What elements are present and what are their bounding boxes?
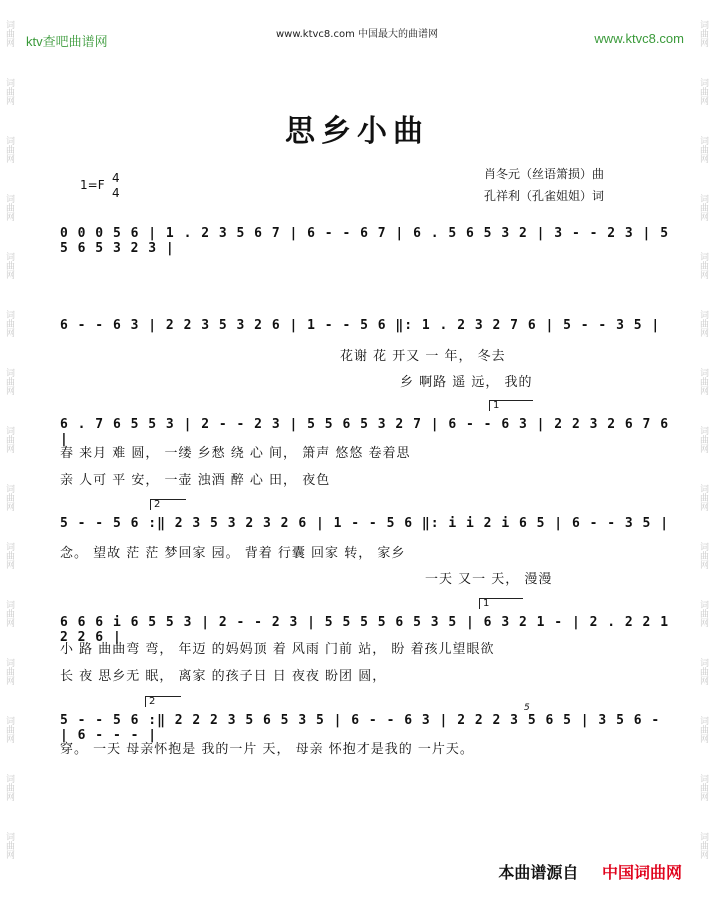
score-line-5: 6 6 6 i 6 5 5 3 | 2 - - 2 3 | 5 5 5 5 6 5 3 5 | 6 3 2 1 - | 2 . 2 2 1 2 2 6 |	[60, 615, 670, 645]
watermark-text: 词曲网	[4, 310, 14, 337]
watermark-text: 词曲网	[698, 832, 708, 859]
watermark-text: 词曲网	[4, 542, 14, 569]
watermark-text: 词曲网	[4, 368, 14, 395]
watermark-text: 词曲网	[698, 310, 708, 337]
source-site-link[interactable]: 中国词曲网	[601, 863, 682, 882]
volta-ending-1: 1	[489, 400, 533, 411]
lyric-line-4-verse-1: 念。 望故 茫 茫 梦回家 园。 背着 行囊 回家 转， 家乡	[60, 546, 406, 561]
watermark-text: 词曲网	[4, 78, 14, 105]
watermark-text: 词曲网	[4, 426, 14, 453]
source-label: 本曲谱源自	[498, 863, 579, 882]
volta-ending-2: 2	[150, 499, 186, 510]
volta-ending-2b: 2	[145, 696, 181, 707]
lyric-line-2-verse-1: 花谢 花 开又 一 年， 冬去	[340, 349, 506, 364]
lyric-line-6-verse-1: 穿。 一天 母亲怀抱是 我的一片 天， 母亲 怀抱才是我的 一片天。	[60, 742, 474, 757]
watermark-text: 词曲网	[4, 252, 14, 279]
watermark-text: 词曲网	[698, 368, 708, 395]
watermark-text: 词曲网	[4, 484, 14, 511]
volta-ending-1b: 1	[479, 598, 523, 609]
source-credit	[498, 860, 682, 883]
site-banner: www.ktvc8.com 中国最大的曲谱网	[275, 29, 438, 40]
watermark-text: 词曲网	[698, 78, 708, 105]
watermark-text: 词曲网	[4, 136, 14, 163]
watermark-text: 词曲网	[698, 716, 708, 743]
key-signature: 1=F	[80, 178, 105, 192]
grace-note: 5	[524, 703, 530, 713]
lyric-line-4-verse-2: 一天 又一 天， 漫漫	[425, 572, 553, 587]
song-title: 思乡小曲	[285, 114, 429, 149]
composer-credit: 肖冬元（丝语箫损）曲	[484, 167, 605, 181]
watermark-text: 词曲网	[698, 252, 708, 279]
score-line-4: 5 - - 5 6 :‖ 2 3 5 3 2 3 2 6 | 1 - - 5 6 ‖: i i 2 i 6 5 | 6 - - 3 5 |	[60, 516, 670, 531]
watermark-right	[697, 20, 711, 890]
brand-right: www.ktvc8.com	[594, 31, 684, 46]
lyric-line-3-verse-2: 亲 人可 平 安， 一壶 浊酒 醉 心 田， 夜色	[60, 473, 331, 488]
watermark-text: 词曲网	[698, 426, 708, 453]
watermark-text: 词曲网	[698, 484, 708, 511]
watermark-text: 词曲网	[4, 194, 14, 221]
score-line-2: 6 - - 6 3 | 2 2 3 5 3 2 6 | 1 - - 5 6 ‖: 1 . 2 3 2 7 6 | 5 - - 3 5 |	[60, 318, 661, 333]
watermark-text: 词曲网	[4, 658, 14, 685]
watermark-text: 词曲网	[698, 542, 708, 569]
watermark-text: 词曲网	[698, 194, 708, 221]
watermark-text: 词曲网	[4, 20, 14, 47]
score-line-1: 0 0 0 5 6 | 1 . 2 3 5 6 7 | 6 - - 6 7 | 6 . 5 6 5 3 2 | 3 - - 2 3 | 5 5 6 5 3 2 3 |	[60, 226, 670, 256]
score-line-6: 5 - - 5 6 :‖ 2 2 2 3 5 6 5 3 5 | 6 - - 6 3 | 2 2 2 3 5 6 5 | 3 5 6 - | 6 - - - |	[60, 713, 661, 743]
lyric-line-5-verse-2: 长 夜 思乡无 眠， 离家 的孩子日 日 夜夜 盼团 圆，	[60, 669, 387, 684]
lyric-line-5-verse-1: 小 路 曲曲弯 弯， 年迈 的妈妈顶 着 风雨 门前 站， 盼 着孩儿望眼欲	[60, 642, 495, 657]
watermark-text: 词曲网	[4, 774, 14, 801]
lyricist-credit: 孔祥利（孔雀姐姐）词	[484, 189, 605, 203]
time-signature-top: 4	[112, 171, 120, 185]
lyric-line-2-verse-2: 乡 啊路 遥 远， 我的	[400, 375, 533, 390]
watermark-text: 词曲网	[698, 600, 708, 627]
watermark-text: 词曲网	[4, 832, 14, 859]
watermark-text: 词曲网	[698, 20, 708, 47]
time-signature-bottom: 4	[112, 186, 120, 200]
score-line-3: 6 . 7 6 5 5 3 | 2 - - 2 3 | 5 5 6 5 3 2 7 | 6 - - 6 3 | 2 2 3 2 6 7 6 |	[60, 417, 670, 447]
brand-left: ktv查吧曲谱网	[26, 34, 108, 49]
lyric-line-3-verse-1: 春 来月 难 圆， 一缕 乡愁 绕 心 间， 箫声 悠悠 卷着思	[60, 446, 411, 461]
watermark-text: 词曲网	[698, 658, 708, 685]
watermark-text: 词曲网	[4, 600, 14, 627]
watermark-text: 词曲网	[4, 716, 14, 743]
time-signature	[112, 171, 120, 201]
watermark-text: 词曲网	[698, 136, 708, 163]
watermark-left	[3, 20, 17, 890]
watermark-text: 词曲网	[698, 774, 708, 801]
